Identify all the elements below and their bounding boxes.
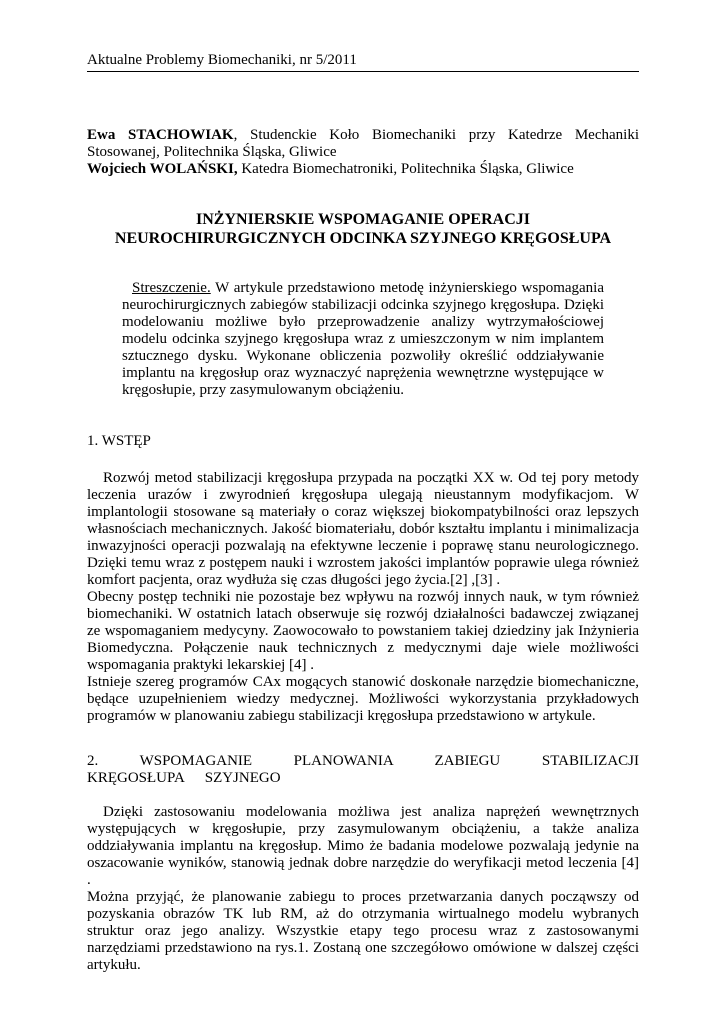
paper-title [87, 210, 639, 248]
abstract-text: W artykule przedstawiono metodę inżynierskiego wspomagania neurochirurgicznych zabiegów stabilizacji odcinka szyjnego kręgosłupa. Dzięki modelowaniu możliwe było przeprowadzenie analizy wytrzymałościowej modelu odcinka szyjnego kręgosłupa wraz z umieszczonym w nim implantem sztucznego dysku. Wykonane obliczenia pozwoliły określić oddziaływanie implantu na kręgosłup oraz wyznaczyć naprężenia wewnętrzne występujące w kręgosłupie, przy zasymulowanym obciążeniu. [122, 280, 604, 398]
author-2 [87, 161, 639, 178]
paper-title-line-1: INŻYNIERSKIE WSPOMAGANIE OPERACJI [196, 211, 530, 228]
section-2-body [87, 804, 639, 974]
journal-title: Aktualne Problemy Biomechaniki, nr 5/2011 [87, 52, 357, 68]
paper-title-line-2: NEUROCHIRURGICZNYCH ODCINKA SZYJNEGO KRĘGOSŁUPA [114, 230, 612, 247]
author-block [87, 127, 639, 178]
section-1-heading: 1. WSTĘP [87, 433, 151, 449]
author-1 [87, 127, 639, 161]
section-2-heading: 2. WSPOMAGANIE PLANOWANIA ZABIEGU STABILIZACJI KRĘGOSŁUPA SZYJNEGO [87, 753, 639, 786]
author-1-name: Ewa STACHOWIAK [87, 127, 234, 143]
journal-header [87, 52, 639, 72]
abstract-label: Streszczenie. [132, 280, 211, 296]
section-1-paragraph-1: Rozwój metod stabilizacji kręgosłupa przypada na początki XX w. Od tej pory metody leczenia urazów i zwyrodnień kręgosłupa ulegają nieustannym modyfikacjom. W implantologii stosowane są materiały o coraz większej biokompatybilności oraz lepszych własnościach mechanicznych. Jakość biomateriału, dobór kształtu implantu i minimalizacja inwazyjności operacji pozwalają na efektywne leczenie i poprawę stanu neurologicznego. Dzięki temu wraz z postępem nauki i wzrostem jakości implantów poprawie ulega również komfort pacjenta, oraz wydłuża się czas długości jego życia.[2] ,[3] . [87, 470, 639, 588]
abstract [122, 280, 604, 399]
author-2-affiliation: Katedra Biomechatroniki, Politechnika Śląska, Gliwice [237, 161, 574, 177]
section-2-paragraph-2: Można przyjąć, że planowanie zabiegu to proces przetwarzania danych począwszy od pozyskania obrazów TK lub RM, aż do otrzymania wirtualnego modelu wybranych struktur oraz jego analizy. Wszystkie etapy tego procesu wraz z zastosowanymi narzędziami przedstawiono na rys.1. Zostaną one szczegółowo omówione w dalszej części artykułu. [87, 889, 639, 973]
section-1-paragraph-2: Obecny postęp techniki nie pozostaje bez wpływu na rozwój innych nauk, w tym również biomechaniki. W ostatnich latach obserwuje się rozwój działalności badawczej związanej ze wspomaganiem medycyny. Zaowocowało to powstaniem takiej dziedziny jak Inżynieria Biomedyczna. Połączenie nauk technicznych z medycznymi daje wiele możliwości wspomagania praktyki lekarskiej [4] . [87, 589, 639, 673]
section-1-body [87, 470, 639, 725]
author-1-affiliation: , Studenckie Koło Biomechaniki przy Katedrze Mechaniki Stosowanej, Politechnika Śląska, Gliwice [87, 127, 639, 160]
section-1-paragraph-3: Istnieje szereg programów CAx mogących stanowić doskonałe narzędzie biomechaniczne, będące uzupełnieniem wiedzy medycznej. Możliwości wykorzystania przykładowych programów w planowaniu zabiegu stabilizacji kręgosłupa przedstawiono w artykule. [87, 674, 639, 724]
author-2-name: Wojciech WOLAŃSKI, [87, 161, 238, 177]
section-2-paragraph-1: Dzięki zastosowaniu modelowania możliwa jest analiza naprężeń wewnętrznych występujących w kręgosłupie, przy zasymulowanym obciążeniu, a także analiza oddziaływania implantu na kręgosłup. Mimo że badania modelowe pozwalają jedynie na oszacowanie wyników, stanowią jednak dobre narzędzie do weryfikacji metod leczenia [4] . [87, 804, 639, 888]
